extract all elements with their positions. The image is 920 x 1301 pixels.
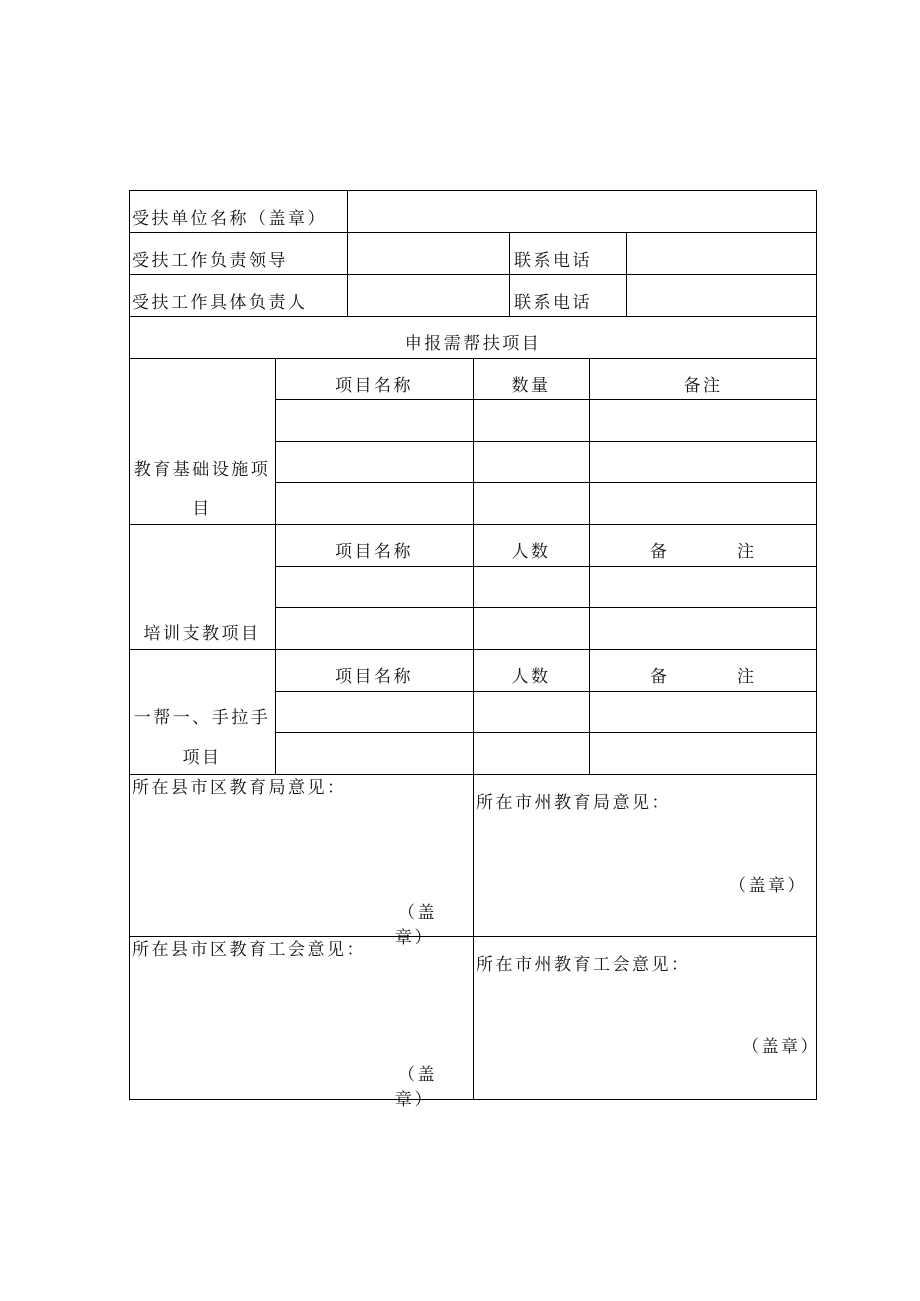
leader-field[interactable] [348, 233, 509, 274]
leader-label: 受扶工作负责领导 [132, 251, 288, 271]
county-bureau-opinion-box[interactable] [130, 775, 473, 948]
county-union-opinion-label: 所在县市区教育工会意见： [132, 940, 366, 960]
infrastructure-label: 教育基础设施项 [133, 460, 271, 480]
city-union-opinion-box[interactable] [474, 937, 820, 1099]
rule [275, 691, 817, 692]
rule [816, 190, 817, 1100]
col-headcount: 人数 [511, 542, 551, 562]
city-union-opinion-label: 所在市州教育工会意见： [476, 955, 691, 975]
city-bureau-seal-label: （盖章） [729, 876, 807, 896]
rule [275, 566, 817, 567]
col-headcount: 人数 [511, 667, 551, 687]
rule [275, 732, 817, 733]
col-remarks-part2: 注 [737, 667, 757, 687]
projects-title: 申报需帮扶项目 [404, 334, 542, 354]
col-project-name: 项目名称 [335, 376, 413, 396]
phone-label-1: 联系电话 [514, 251, 592, 271]
rule [275, 482, 817, 483]
county-bureau-opinion-label: 所在县市区教育局意见： [132, 778, 347, 798]
col-remarks-part1: 备 [650, 542, 670, 562]
rule [275, 399, 817, 400]
col-remarks-part2: 注 [737, 542, 757, 562]
rule [509, 232, 510, 316]
rule [275, 441, 817, 442]
training-label: 培训支教项目 [143, 624, 261, 644]
phone-field-1[interactable] [627, 233, 816, 274]
city-bureau-opinion-box[interactable] [474, 775, 816, 936]
unit-name-label: 受扶单位名称（盖章） [132, 209, 327, 229]
county-union-opinion-box[interactable] [130, 937, 473, 1110]
city-bureau-opinion-label: 所在市州教育局意见： [476, 793, 671, 813]
pairing-label: 一帮一、手拉手 [133, 708, 271, 728]
rule [473, 358, 474, 774]
county-bureau-seal-label: （盖 [398, 903, 437, 923]
county-union-seal-label-cont: 章） [395, 1090, 434, 1110]
col-project-name: 项目名称 [335, 667, 413, 687]
phone-field-2[interactable] [627, 275, 816, 316]
pairing-label-cont: 项目 [182, 748, 222, 768]
city-union-seal-label: （盖章） [742, 1037, 820, 1057]
county-union-seal-label: （盖 [398, 1065, 437, 1085]
rule [275, 607, 817, 608]
col-remarks: 备注 [683, 376, 723, 396]
person-label: 受扶工作具体负责人 [132, 293, 308, 313]
rule [589, 358, 590, 774]
col-remarks-part1: 备 [650, 667, 670, 687]
person-field[interactable] [348, 275, 509, 316]
unit-name-field[interactable] [348, 191, 816, 232]
rule [129, 316, 817, 317]
phone-label-2: 联系电话 [514, 293, 592, 313]
col-project-name: 项目名称 [335, 542, 413, 562]
aid-application-form [129, 190, 820, 1110]
col-quantity: 数量 [511, 376, 551, 396]
rule [275, 358, 276, 774]
county-bureau-seal-label-cont: 章） [395, 928, 434, 948]
infrastructure-label-cont: 目 [192, 499, 212, 519]
